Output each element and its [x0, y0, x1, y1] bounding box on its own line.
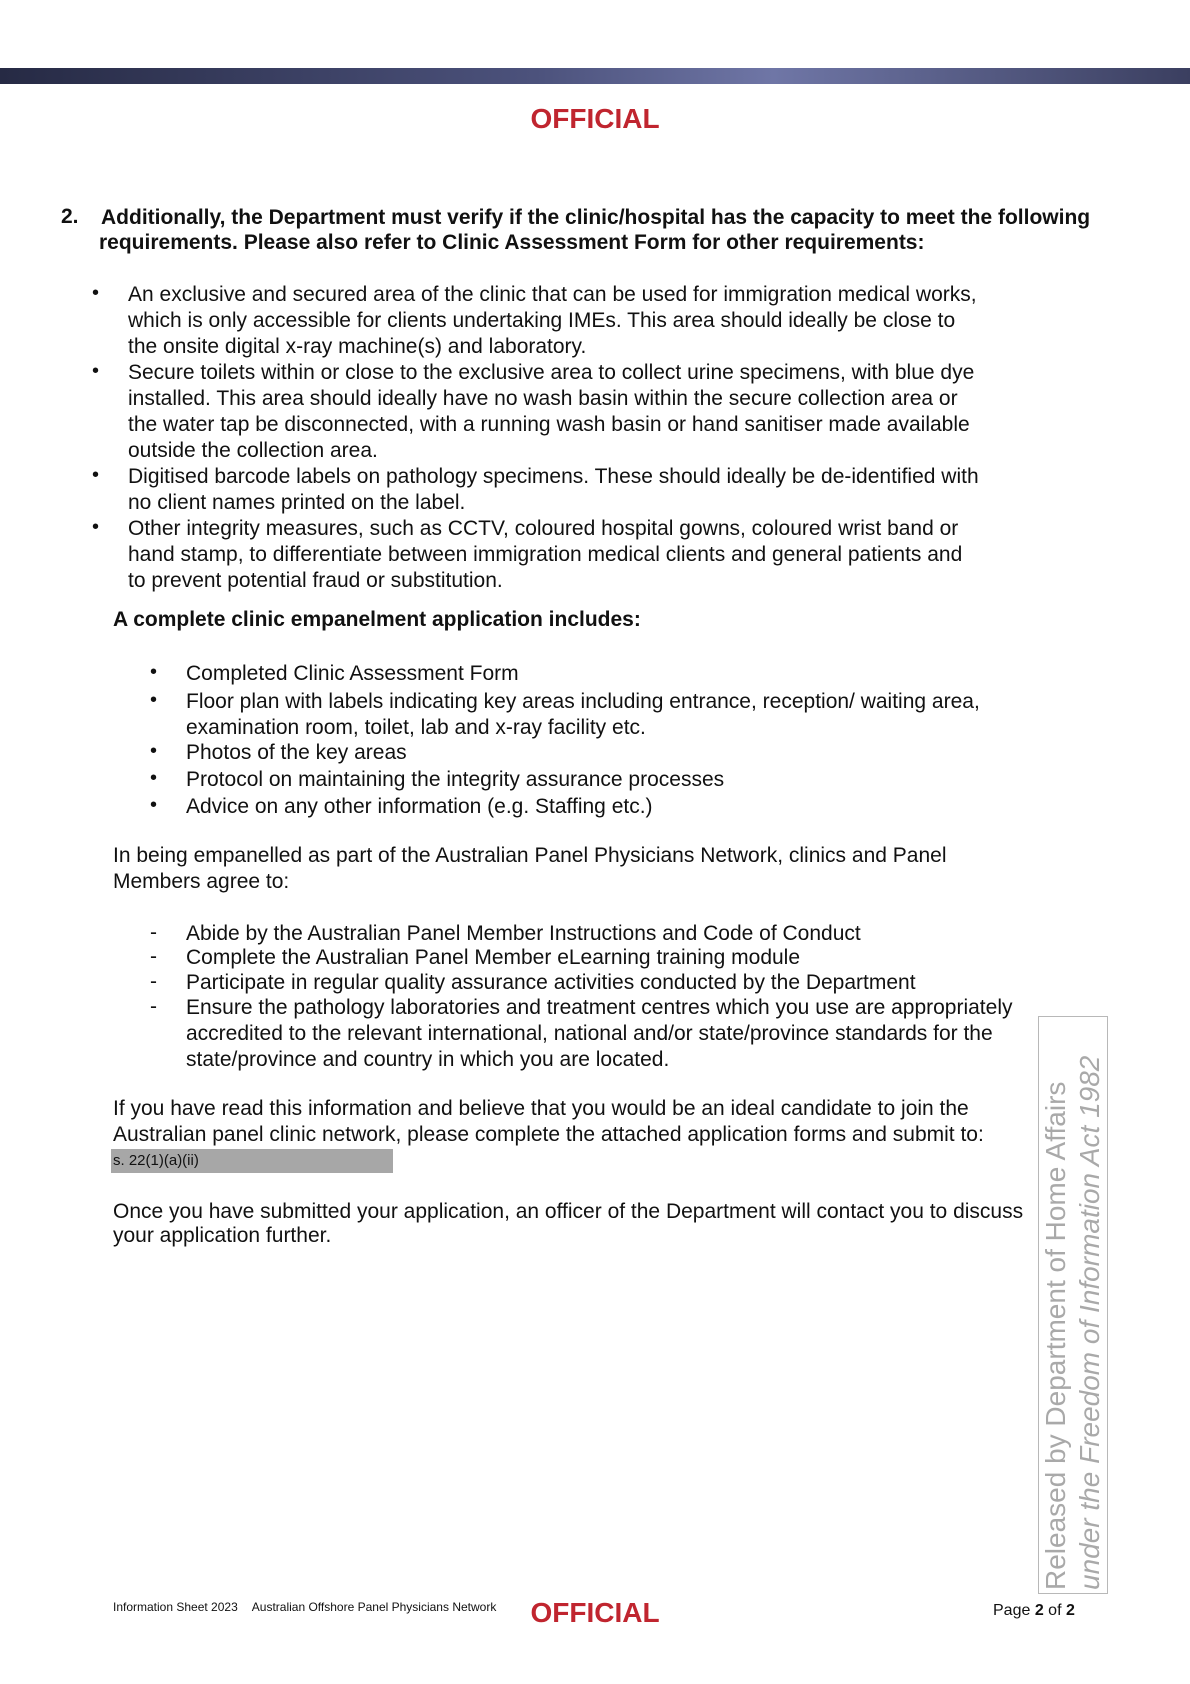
page-prefix: Page [993, 1602, 1035, 1619]
stamp-line2: under the Freedom of Information Act 1982 [1074, 1055, 1105, 1590]
agreement-item-line: Ensure the pathology laboratories and treatment centres which you use are appropriately [186, 996, 1013, 1019]
agreement-item-line: Participate in regular quality assurance activities conducted by the Department [186, 971, 916, 994]
agreement-item-line: accredited to the relevant international, national and/or state/province standards for the [186, 1022, 993, 1045]
foi-release-stamp [1038, 1016, 1108, 1594]
section-number: 2. [61, 205, 79, 228]
requirement-item-line: outside the collection area. [128, 439, 378, 462]
requirement-item-line: hand stamp, to differentiate between immigration medical clients and general patients and [128, 543, 963, 566]
agreement-item-line: Abide by the Australian Panel Member Instructions and Code of Conduct [186, 922, 861, 945]
dash-icon: - [150, 970, 157, 993]
requirement-item-line: An exclusive and secured area of the clinic that can be used for immigration medical works, [128, 283, 977, 306]
classification-label: OFFICIAL [530, 103, 660, 134]
application-item-line: Protocol on maintaining the integrity assurance processes [186, 768, 725, 791]
agreement-intro-line2: Members agree to: [113, 870, 290, 893]
bullet-icon: • [92, 516, 100, 538]
application-item-line: examination room, toilet, lab and x-ray facility etc. [186, 716, 646, 739]
page-current: 2 [1034, 1602, 1044, 1619]
requirement-item-line: to prevent potential fraud or substitution. [128, 569, 503, 592]
footer-network: Australian Offshore Panel Physicians Network [251, 1600, 497, 1614]
requirement-item-line: no client names printed on the label. [128, 491, 466, 514]
requirement-item-line: Other integrity measures, such as CCTV, coloured hospital gowns, coloured wrist band or [128, 517, 959, 540]
closing-para2-line2: your application further. [113, 1224, 332, 1247]
bullet-icon: • [150, 740, 158, 762]
stamp-line1: Released by Department of Home Affairs [1040, 1081, 1071, 1590]
agreement-intro-line1: In being empanelled as part of the Australian Panel Physicians Network, clinics and Panel [113, 844, 947, 867]
redaction-box: s. 22(1)(a)(ii) [111, 1149, 393, 1173]
application-item-line: Completed Clinic Assessment Form [186, 662, 519, 685]
page-number [993, 1602, 1075, 1620]
bullet-icon: • [150, 661, 158, 683]
header-band [0, 68, 1190, 84]
application-item-line: Advice on any other information (e.g. Staffing etc.) [186, 795, 653, 818]
bullet-icon: • [150, 689, 158, 711]
application-heading: A complete clinic empanelment application includes: [113, 608, 641, 631]
footer-doc-name: Information Sheet 2023 [113, 1600, 238, 1614]
closing-para1-line2: Australian panel clinic network, please complete the attached application forms and submit to: [113, 1123, 984, 1146]
section-heading-line2: requirements. Please also refer to Clinic Assessment Form for other requirements: [99, 231, 925, 254]
closing-para1-line1: If you have read this information and believe that you would be an ideal candidate to join the [113, 1097, 969, 1120]
bullet-icon: • [92, 464, 100, 486]
page-sep: of [1043, 1602, 1066, 1619]
bullet-icon: • [150, 767, 158, 789]
application-item-line: Floor plan with labels indicating key areas including entrance, reception/ waiting area, [186, 690, 980, 713]
agreement-item-line: Complete the Australian Panel Member eLearning training module [186, 946, 801, 969]
closing-para2-line1: Once you have submitted your application, an officer of the Department will contact you to discuss [113, 1200, 1024, 1223]
footer-classification: OFFICIAL [530, 1597, 660, 1628]
requirement-item-line: Secure toilets within or close to the exclusive area to collect urine specimens, with blue dye [128, 361, 975, 384]
bullet-icon: • [150, 794, 158, 816]
application-item-line: Photos of the key areas [186, 741, 407, 764]
requirement-item-line: the onsite digital x-ray machine(s) and laboratory. [128, 335, 587, 358]
dash-icon: - [150, 995, 157, 1018]
requirement-item-line: Digitised barcode labels on pathology specimens. These should ideally be de-identified with [128, 465, 979, 488]
requirement-item-line: the water tap be disconnected, with a running wash basin or hand sanitiser made available [128, 413, 970, 436]
requirement-item-line: installed. This area should ideally have no wash basin within the secure collection area or [128, 387, 958, 410]
page-total: 2 [1065, 1602, 1075, 1619]
dash-icon: - [150, 945, 157, 968]
requirement-item-line: which is only accessible for clients undertaking IMEs. This area should ideally be close to [128, 309, 956, 332]
agreement-item-line: state/province and country in which you are located. [186, 1048, 670, 1071]
section-heading-line1: Additionally, the Department must verify if the clinic/hospital has the capacity to meet the following [101, 206, 1091, 229]
dash-icon: - [150, 921, 157, 944]
bullet-icon: • [92, 360, 100, 382]
bullet-icon: • [92, 282, 100, 304]
